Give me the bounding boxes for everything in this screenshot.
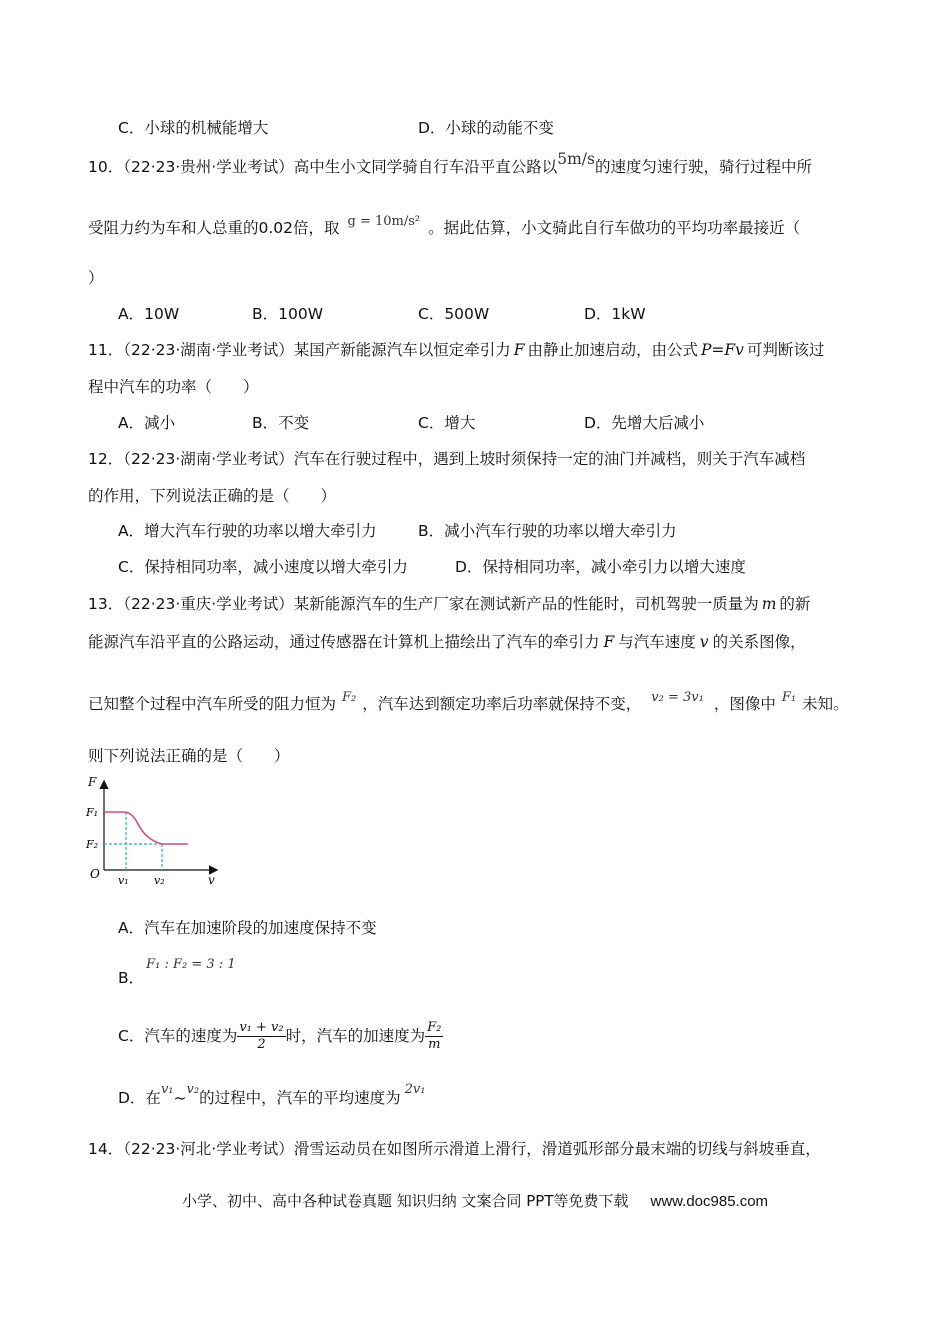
graph-x-label: v: [208, 873, 215, 887]
q13-option-c-speed-numerator: v₁ + v₂: [239, 1020, 284, 1035]
q13-option-d-value: 2v₁: [404, 1082, 426, 1097]
footer-text: 小学、初中、高中各种试卷真题 知识归纳 文案合同 PPT等免费下载: [181, 1192, 629, 1210]
q13-stem-a: 13．（22·23·重庆·学业考试）某新能源汽车的生产厂家在测试新产品的性能时，司机驾驶一质量为: [88, 595, 759, 613]
q13-option-b: [118, 957, 236, 990]
graph-tick-v1: v₁: [118, 874, 129, 887]
q12-option-a: A．增大汽车行驶的功率以增大牵引力: [118, 522, 377, 540]
graph-tick-f1: F₁: [86, 806, 99, 819]
q12-option-d: D．保持相同功率，减小牵引力以增大速度: [455, 558, 746, 576]
q12-line2: 的作用，下列说法正确的是（ ）: [88, 487, 337, 505]
q11-option-d: D．先增大后减小: [584, 414, 705, 432]
q13-option-d-text-a: D．在: [118, 1089, 161, 1107]
q13-f1-symbol: F₁: [781, 690, 797, 705]
q12-option-b: B．减小汽车行驶的功率以增大牵引力: [418, 522, 677, 540]
q13-stem-d: 与汽车速度: [618, 633, 696, 651]
q13-stem-g: ，汽车达到额定功率后功率就保持不变，: [362, 695, 642, 713]
q13-option-b-formula: F₁ : F₂ = 3 : 1: [146, 957, 236, 972]
q11-option-a: A．减小: [118, 414, 176, 432]
q13-velocity-symbol: v: [699, 633, 709, 651]
q11-stem-b: 由静止加速启动，由公式: [527, 341, 698, 359]
q10-line2: [88, 214, 801, 240]
q13-option-d-v1: v₁: [160, 1082, 174, 1097]
q13-line4: 则下列说法正确的是（ ）: [88, 747, 290, 765]
q13-option-d-tilde: ~: [173, 1089, 187, 1107]
q13-option-c-accel-fraction: [425, 1020, 443, 1053]
q13-option-d-v2: v₂: [186, 1082, 200, 1097]
q13-f2-symbol: F₂: [342, 690, 357, 705]
q11-line1: [88, 340, 824, 360]
q13-option-c-speed-fraction: [237, 1020, 285, 1053]
graph-tick-f2: F₂: [86, 838, 99, 851]
q10-stem-a: 10．（22·23·贵州·学业考试）高中生小文同学骑自行车沿平直公路以: [88, 158, 558, 176]
q10-g-value: g = 10m/s²: [347, 214, 421, 229]
q13-line1: [88, 594, 810, 614]
q10-option-b: B．100W: [252, 305, 324, 323]
q11-line2: 程中汽车的功率（ ）: [88, 378, 259, 396]
q13-line2: [88, 632, 806, 652]
graph-curve: [104, 812, 188, 844]
q11-option-b: B．不变: [252, 414, 310, 432]
q10-option-a: A．10W: [118, 305, 180, 323]
force-velocity-graph: [84, 772, 224, 888]
q11-stem-c: 可判断该过: [746, 341, 825, 359]
q13-option-d: [118, 1082, 426, 1110]
q9-option-c: C．小球的机械能增大: [118, 119, 269, 137]
page-footer: [0, 1190, 950, 1211]
footer-url[interactable]: www.doc985.com: [650, 1193, 769, 1210]
q13-option-a: A．汽车在加速阶段的加速度保持不变: [118, 919, 377, 937]
q13-mass-symbol: m: [761, 595, 777, 613]
q9-option-d: D．小球的动能不变: [418, 119, 554, 137]
q13-velocity-relation: v₂ = 3v₁: [651, 690, 704, 705]
q13-option-c: [118, 1018, 443, 1054]
q10-option-c: C．500W: [418, 305, 490, 323]
graph-y-label: F: [88, 775, 97, 789]
q11-formula: P=Fv: [700, 341, 744, 359]
q12-option-c: C．保持相同功率，减小速度以增大牵引力: [118, 558, 408, 576]
q13-force-symbol: F: [603, 633, 615, 651]
q13-stem-b: 的新: [779, 595, 811, 613]
q13-option-c-accel-denominator: m: [428, 1037, 441, 1052]
q10-stem-b: 的速度匀速行驶，骑行过程中所: [594, 158, 812, 176]
q11-force-symbol: F: [513, 341, 525, 359]
q13-stem-h: ，图像中: [713, 695, 776, 713]
q13-option-c-accel-numerator: F₂: [427, 1020, 442, 1035]
q13-option-b-label: B．: [118, 969, 145, 987]
q13-line3: [88, 690, 849, 716]
q10-line1: [88, 150, 812, 177]
q13-option-c-text-b: 时，汽车的加速度为: [285, 1027, 426, 1045]
graph-origin-label: O: [90, 867, 100, 881]
q13-option-c-text-a: C．汽车的速度为: [118, 1027, 238, 1045]
q13-option-c-speed-denominator: 2: [257, 1037, 266, 1052]
q10-stem-d: 。据此估算，小文骑此自行车做功的平均功率最接近（: [428, 219, 801, 237]
q10-stem-c: 受阻力约为车和人总重的0.02倍，取: [88, 219, 340, 237]
q10-option-d: D．1kW: [584, 305, 646, 323]
q11-option-c: C．增大: [418, 414, 476, 432]
q11-stem-a: 11．（22·23·湖南·学业考试）某国产新能源汽车以恒定牵引力: [88, 341, 511, 359]
q10-speed: 5m/s: [557, 150, 595, 168]
q14-line1: 14．（22·23·河北·学业考试）滑雪运动员在如图所示滑道上滑行，滑道弧形部分最末端的切线与斜坡垂直，: [88, 1140, 821, 1158]
q13-stem-e: 的关系图像，: [712, 633, 806, 651]
q12-line1: 12．（22·23·湖南·学业考试）汽车在行驶过程中，遇到上坡时须保持一定的油门并减档，则关于汽车减档: [88, 450, 806, 468]
graph-tick-v2: v₂: [154, 874, 165, 887]
q10-line3: ）: [88, 269, 104, 287]
q13-stem-c: 能源汽车沿平直的公路运动，通过传感器在计算机上描绘出了汽车的牵引力: [88, 633, 600, 651]
q13-stem-f: 已知整个过程中汽车所受的阻力恒为: [88, 695, 337, 713]
q13-stem-i: 未知。: [802, 695, 849, 713]
q13-option-d-text-b: 的过程中，汽车的平均速度为: [199, 1089, 401, 1107]
